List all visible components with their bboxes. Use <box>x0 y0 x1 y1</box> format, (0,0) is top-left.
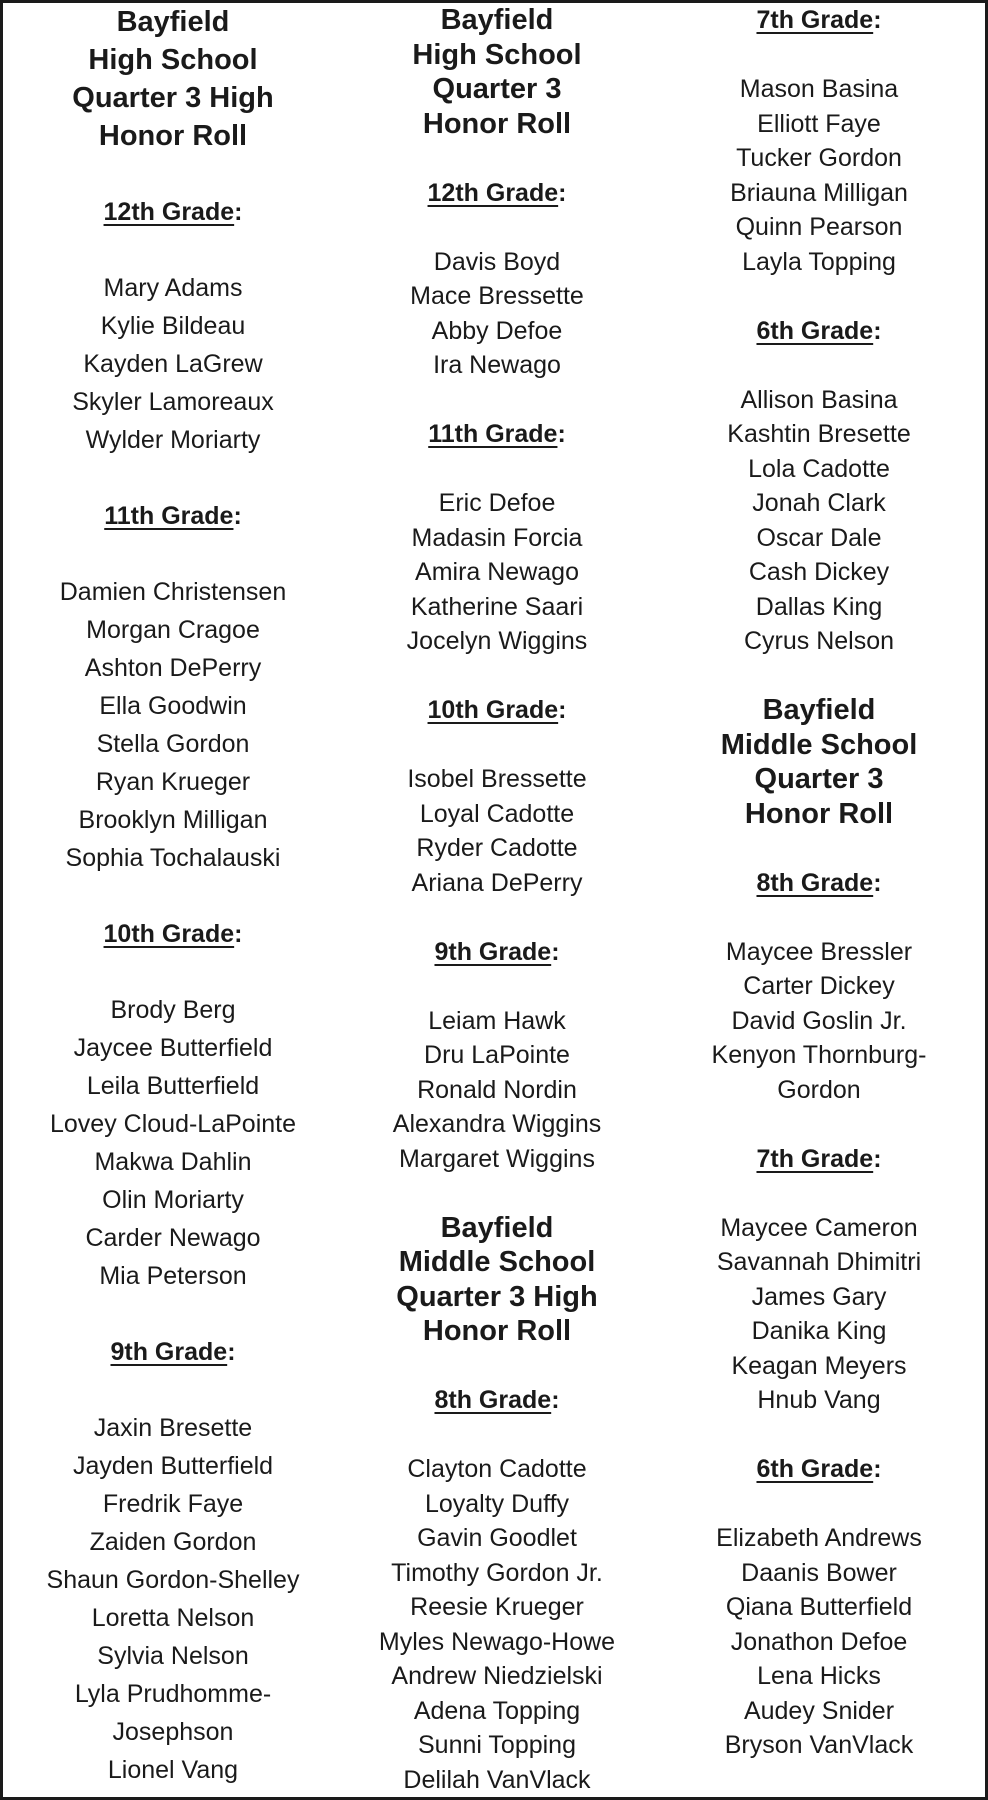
student-name: Carder Newago <box>85 1224 261 1252</box>
student-name: Kayden LaGrew <box>83 350 263 378</box>
student-name: Layla Topping <box>742 247 896 276</box>
student-name: Leiam Hawk <box>428 1006 566 1035</box>
student-name-list <box>347 1004 647 1177</box>
grade-heading <box>25 193 321 231</box>
grade-heading <box>347 417 647 452</box>
grade-colon: : <box>227 1338 236 1366</box>
student-name: Elizabeth Andrews <box>716 1524 922 1552</box>
student-name: Maycee Cameron <box>720 1213 918 1242</box>
section-spacer <box>667 659 971 694</box>
section-title <box>667 693 971 831</box>
student-name-list <box>25 991 321 1295</box>
grade-label: 8th Grade <box>434 1386 552 1414</box>
student-name-list <box>667 1521 971 1763</box>
student-name: Sylvia Nelson <box>97 1642 249 1670</box>
section-title <box>347 3 647 141</box>
grade-heading <box>25 497 321 535</box>
grade-label: 11th Grade <box>104 502 234 530</box>
student-name: Savannah Dhimitri <box>716 1248 922 1276</box>
student-name: Damien Christensen <box>59 578 287 606</box>
grade-heading <box>667 3 971 38</box>
student-name: Loyalty Duffy <box>424 1489 570 1518</box>
student-name: Dru LaPointe <box>424 1041 570 1069</box>
section-spacer <box>347 1176 647 1211</box>
student-name: Alexandra Wiggins <box>392 1110 602 1138</box>
student-name: Leila Butterfield <box>86 1072 260 1100</box>
student-name-list <box>347 1452 647 1797</box>
student-name: Amira Newago <box>415 558 579 586</box>
student-name: Wylder Moriarty <box>85 426 261 454</box>
student-name: Margaret Wiggins <box>399 1144 595 1173</box>
grade-label: 10th Grade <box>103 920 235 948</box>
grade-label: 12th Grade <box>427 178 559 207</box>
student-name: Hnub Vang <box>757 1386 881 1414</box>
section-title <box>347 1211 647 1349</box>
grade-colon: : <box>873 1455 882 1483</box>
grade-label: 7th Grade <box>756 1144 874 1173</box>
student-name: Skyler Lamoreaux <box>72 388 274 416</box>
student-name: Josephson <box>112 1718 234 1746</box>
student-name-list <box>25 269 321 459</box>
section-title-line: Quarter 3 <box>754 763 884 795</box>
student-name: Shaun Gordon-Shelley <box>46 1566 300 1594</box>
grade-colon: : <box>233 502 242 530</box>
section-title-line: Honor Roll <box>422 107 572 140</box>
student-name-list <box>667 383 971 659</box>
grade-heading <box>667 1142 971 1177</box>
student-name: Makwa Dahlin <box>94 1148 252 1176</box>
student-name-list <box>667 935 971 1108</box>
student-name: Loyal Cadotte <box>419 799 575 828</box>
grade-label: 8th Grade <box>756 868 874 897</box>
grade-colon: : <box>873 6 882 34</box>
student-name: Zaiden Gordon <box>89 1528 257 1556</box>
grade-label: 10th Grade <box>427 696 559 724</box>
student-name: Briauna Milligan <box>730 178 908 207</box>
student-name: James Gary <box>751 1282 887 1311</box>
grade-label: 9th Grade <box>434 937 552 966</box>
student-name-list <box>347 245 647 383</box>
student-name: Myles Newago-Howe <box>378 1627 616 1656</box>
student-name: Jayden Butterfield <box>72 1452 274 1480</box>
student-name: Jaxin Bresette <box>93 1414 253 1442</box>
student-name: Mace Bressette <box>410 282 584 310</box>
student-name: Mason Basina <box>739 75 899 103</box>
student-name: Elliott Faye <box>757 109 881 138</box>
column-2 <box>347 3 647 1797</box>
grade-label: 12th Grade <box>103 198 235 226</box>
student-name: Audey Snider <box>743 1696 895 1725</box>
grade-colon: : <box>873 868 882 897</box>
student-name: Stella Gordon <box>96 730 250 758</box>
student-name: Davis Boyd <box>433 247 561 276</box>
section-title-line: Bayfield <box>440 4 554 36</box>
student-name: Lola Cadotte <box>748 454 890 483</box>
student-name: Sophia Tochalauski <box>65 844 281 872</box>
section-title-line: High School <box>412 38 582 71</box>
student-name: Kashtin Bresette <box>727 420 911 448</box>
grade-heading <box>667 1452 971 1487</box>
grade-heading <box>667 866 971 901</box>
section-title-line: Honor Roll <box>98 120 248 152</box>
student-name: Oscar Dale <box>756 523 882 552</box>
section-title <box>25 3 321 155</box>
student-name: Morgan Cragoe <box>86 616 260 644</box>
student-name: Gordon <box>777 1075 861 1104</box>
grade-heading <box>347 935 647 970</box>
student-name: Jocelyn Wiggins <box>406 627 588 655</box>
student-name: Qiana Butterfield <box>725 1593 913 1621</box>
student-name-list <box>667 1211 971 1418</box>
student-name: Delilah VanVlack <box>403 1765 591 1794</box>
student-name: Jaycee Butterfield <box>73 1034 273 1062</box>
student-name-list <box>25 573 321 877</box>
student-name: Timothy Gordon Jr. <box>391 1558 603 1587</box>
student-name: Ronald Nordin <box>417 1075 577 1104</box>
student-name: Carter Dickey <box>743 972 895 1000</box>
grade-colon: : <box>558 696 567 724</box>
grade-label: 7th Grade <box>756 6 874 34</box>
student-name: Brody Berg <box>110 996 236 1024</box>
student-name: Lovey Cloud-LaPointe <box>50 1110 296 1138</box>
student-name: Bryson VanVlack <box>724 1731 914 1759</box>
student-name: Ariana DePerry <box>411 868 583 897</box>
section-title-line: Honor Roll <box>422 1315 572 1347</box>
student-name: Maycee Bressler <box>725 937 913 966</box>
section-title-line: Bayfield <box>762 694 876 726</box>
grade-colon: : <box>558 178 567 207</box>
section-title-line: Quarter 3 High <box>396 1280 598 1313</box>
student-name: Mia Peterson <box>99 1262 247 1290</box>
student-name: Lyla Prudhomme- <box>74 1680 272 1708</box>
student-name: Fredrik Faye <box>102 1490 244 1518</box>
section-title-line: Quarter 3 High <box>72 82 274 114</box>
student-name: Sunni Topping <box>417 1731 576 1759</box>
grade-label: 11th Grade <box>428 420 558 448</box>
grade-colon: : <box>551 937 560 966</box>
student-name: Danika King <box>751 1317 887 1345</box>
grade-colon: : <box>234 198 243 226</box>
student-name: Eric Defoe <box>438 489 556 517</box>
student-name: Andrew Niedzielski <box>391 1662 603 1690</box>
section-title-line: Middle School <box>398 1246 596 1278</box>
student-name: Gavin Goodlet <box>417 1524 577 1552</box>
student-name: Reesie Krueger <box>410 1593 584 1621</box>
student-name: Lionel Vang <box>107 1756 239 1784</box>
student-name: Tucker Gordon <box>736 144 902 172</box>
student-name: Loretta Nelson <box>91 1604 255 1632</box>
student-name-list <box>347 762 647 900</box>
section-title-line: Honor Roll <box>744 797 894 830</box>
student-name: Kylie Bildeau <box>100 312 246 340</box>
student-name: Allison Basina <box>740 385 898 414</box>
student-name: Dallas King <box>755 592 883 621</box>
grade-colon: : <box>551 1386 560 1414</box>
grade-label: 9th Grade <box>110 1338 228 1366</box>
grade-heading <box>667 314 971 349</box>
section-title-line: Quarter 3 <box>432 73 562 105</box>
student-name: Kenyon Thornburg- <box>711 1041 927 1069</box>
grade-colon: : <box>873 316 882 345</box>
grade-heading <box>25 915 321 953</box>
student-name: Quinn Pearson <box>735 213 903 241</box>
grade-label: 6th Grade <box>756 1455 874 1483</box>
section-title-line: Bayfield <box>440 1211 554 1244</box>
student-name: Adena Topping <box>413 1696 581 1725</box>
student-name: Jonathon Defoe <box>730 1627 908 1656</box>
student-name: Daanis Bower <box>741 1558 897 1587</box>
student-name: Ryder Cadotte <box>416 834 578 862</box>
student-name: Ashton DePerry <box>84 654 262 682</box>
student-name: Madasin Forcia <box>411 523 583 552</box>
column-1 <box>25 3 321 1789</box>
student-name: Keagan Meyers <box>731 1351 907 1380</box>
student-name-list <box>667 72 971 279</box>
grade-colon: : <box>873 1144 882 1173</box>
student-name: Mary Adams <box>103 274 243 302</box>
section-title-line: High School <box>88 44 258 76</box>
section-title-line: Bayfield <box>116 6 230 38</box>
student-name: Clayton Cadotte <box>407 1455 587 1483</box>
student-name: Katherine Saari <box>410 592 584 621</box>
grade-colon: : <box>234 920 243 948</box>
grade-heading <box>25 1333 321 1371</box>
student-name: Jonah Clark <box>752 489 886 517</box>
student-name: Cash Dickey <box>748 558 890 586</box>
grade-heading <box>347 693 647 728</box>
student-name: Cyrus Nelson <box>743 627 895 655</box>
grade-colon: : <box>557 420 566 448</box>
section-title-line: Middle School <box>720 728 918 761</box>
student-name: Ryan Krueger <box>95 768 251 796</box>
student-name: Lena Hicks <box>757 1662 881 1690</box>
grade-heading <box>347 1383 647 1418</box>
student-name-list <box>347 486 647 659</box>
student-name: Brooklyn Milligan <box>78 806 268 834</box>
grade-heading <box>347 176 647 211</box>
student-name: Isobel Bressette <box>407 765 587 793</box>
column-3 <box>667 3 971 1763</box>
student-name-list <box>25 1409 321 1789</box>
student-name: Ira Newago <box>433 351 561 379</box>
student-name: David Goslin Jr. <box>731 1006 907 1035</box>
grade-label: 6th Grade <box>756 316 874 345</box>
student-name: Olin Moriarty <box>102 1186 244 1214</box>
student-name: Ella Goodwin <box>99 692 247 720</box>
student-name: Abby Defoe <box>431 316 563 345</box>
